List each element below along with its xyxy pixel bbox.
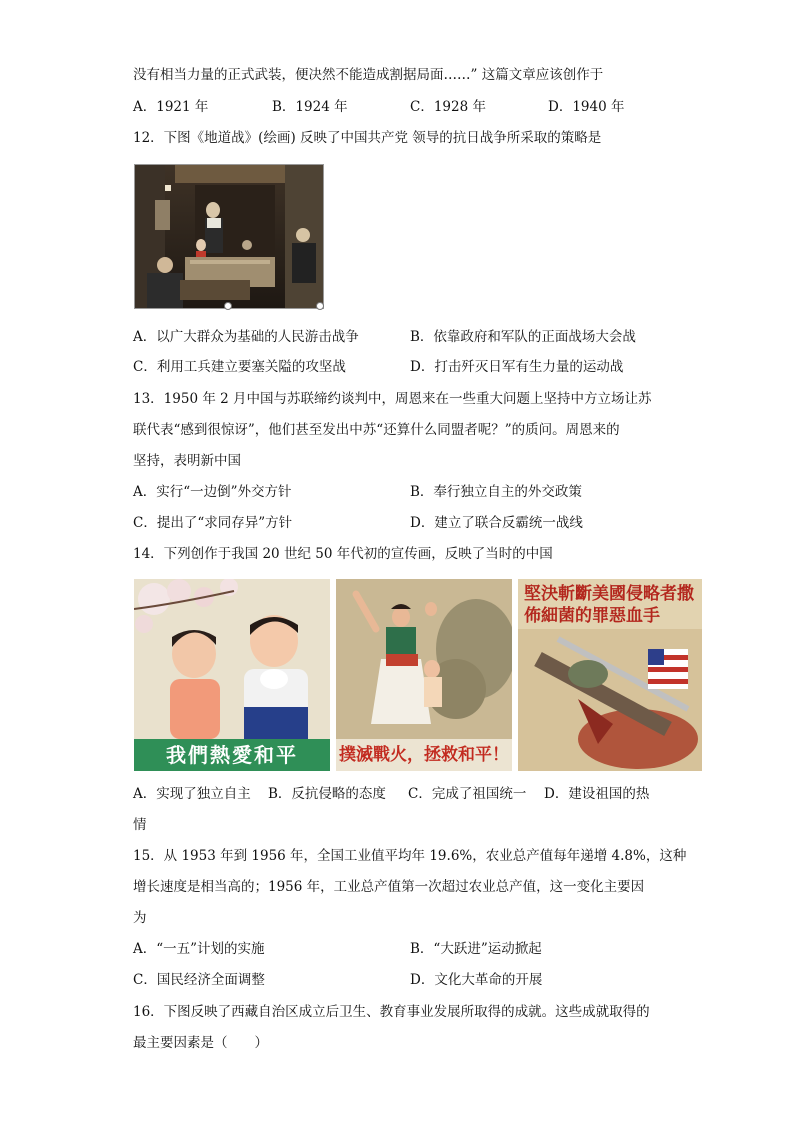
q11-option-a[interactable]: A．1921 年 — [133, 99, 209, 115]
q15-stem-line3: 为 — [133, 910, 147, 926]
poster-3-caption: 堅決斬斷美國侵略者撒佈細菌的罪惡血手 — [524, 584, 694, 626]
image-resize-handle[interactable] — [224, 302, 232, 310]
q16-stem-line2: 最主要因素是（ ） — [133, 1035, 268, 1051]
q14-option-d-continuation: 情 — [133, 817, 147, 833]
poster-we-love-peace — [134, 579, 330, 771]
q15-stem-line2: 增长速度是相当高的；1956 年，工业总产值第一次超过农业总产值，这一变化主要因 — [133, 879, 645, 895]
q14-option-b[interactable]: B．反抗侵略的态度 — [268, 786, 386, 802]
q14-option-a[interactable]: A．实现了独立自主 — [133, 786, 251, 802]
q13-stem-line3: 坚持，表明新中国 — [133, 453, 241, 469]
q13-option-d[interactable]: D．建立了联合反霸统一战线 — [410, 515, 583, 531]
q16-stem-line1: 16．下图反映了西藏自治区成立后卫生、教育事业发展所取得的成就。这些成就取得的 — [133, 1004, 650, 1020]
tunnel-warfare-painting — [134, 164, 324, 309]
q15-option-c[interactable]: C．国民经济全面调整 — [133, 972, 265, 988]
q14-option-c[interactable]: C．完成了祖国统一 — [408, 786, 527, 802]
q13-option-b[interactable]: B．奉行独立自主的外交政策 — [410, 484, 582, 500]
q12-option-b[interactable]: B．依靠政府和军队的正面战场大会战 — [410, 329, 636, 345]
q12-option-c[interactable]: C．利用工兵建立要塞关隘的攻坚战 — [133, 359, 346, 375]
poster-cut-off-aggressor-hand — [518, 579, 702, 771]
q13-option-c[interactable]: C．提出了“求同存异”方针 — [133, 515, 293, 531]
q15-option-b[interactable]: B．“大跃进”运动掀起 — [410, 941, 542, 957]
q12-option-d[interactable]: D．打击歼灭日军有生力量的运动战 — [410, 359, 624, 375]
image-resize-handle[interactable] — [316, 302, 324, 310]
q13-stem-line1: 13．1950 年 2 月中国与苏联缔约谈判中，周恩来在一些重大问题上坚持中方立场让苏 — [133, 391, 652, 407]
poster-1-caption: 我們熱愛和平 — [166, 743, 298, 767]
q14-option-d[interactable]: D．建设祖国的热 — [544, 786, 650, 802]
q13-stem-line2: 联代表“感到很惊讶”，他们甚至发出中苏“还算什么同盟者呢？”的质问。周恩来的 — [133, 422, 620, 438]
poster-stamp-out-war — [336, 579, 512, 771]
q11-option-c[interactable]: C．1928 年 — [410, 99, 486, 115]
q12-stem: 12．下图《地道战》(绘画) 反映了中国共产党 领导的抗日战争所采取的策略是 — [133, 130, 602, 146]
q15-option-d[interactable]: D．文化大革命的开展 — [410, 972, 543, 988]
q12-option-a[interactable]: A．以广大群众为基础的人民游击战争 — [133, 329, 359, 345]
q14-stem: 14．下列创作于我国 20 世纪 50 年代初的宣传画，反映了当时的中国 — [133, 546, 553, 562]
q15-option-a[interactable]: A．“一五”计划的实施 — [133, 941, 265, 957]
q13-option-a[interactable]: A．实行“一边倒”外交方针 — [133, 484, 292, 500]
poster-2-caption: 撲滅戰火，拯救和平！ — [339, 745, 509, 765]
q11-option-d[interactable]: D．1940 年 — [548, 99, 625, 115]
q11-option-b[interactable]: B．1924 年 — [272, 99, 348, 115]
q15-stem-line1: 15．从 1953 年到 1956 年，全国工业值平均年 19.6%，农业总产值每年递增 4.8%，这种 — [133, 848, 687, 864]
q11-stem-tail: 没有相当力量的正式武装，便决然不能造成割据局面……” 这篇文章应该创作于 — [133, 67, 604, 83]
